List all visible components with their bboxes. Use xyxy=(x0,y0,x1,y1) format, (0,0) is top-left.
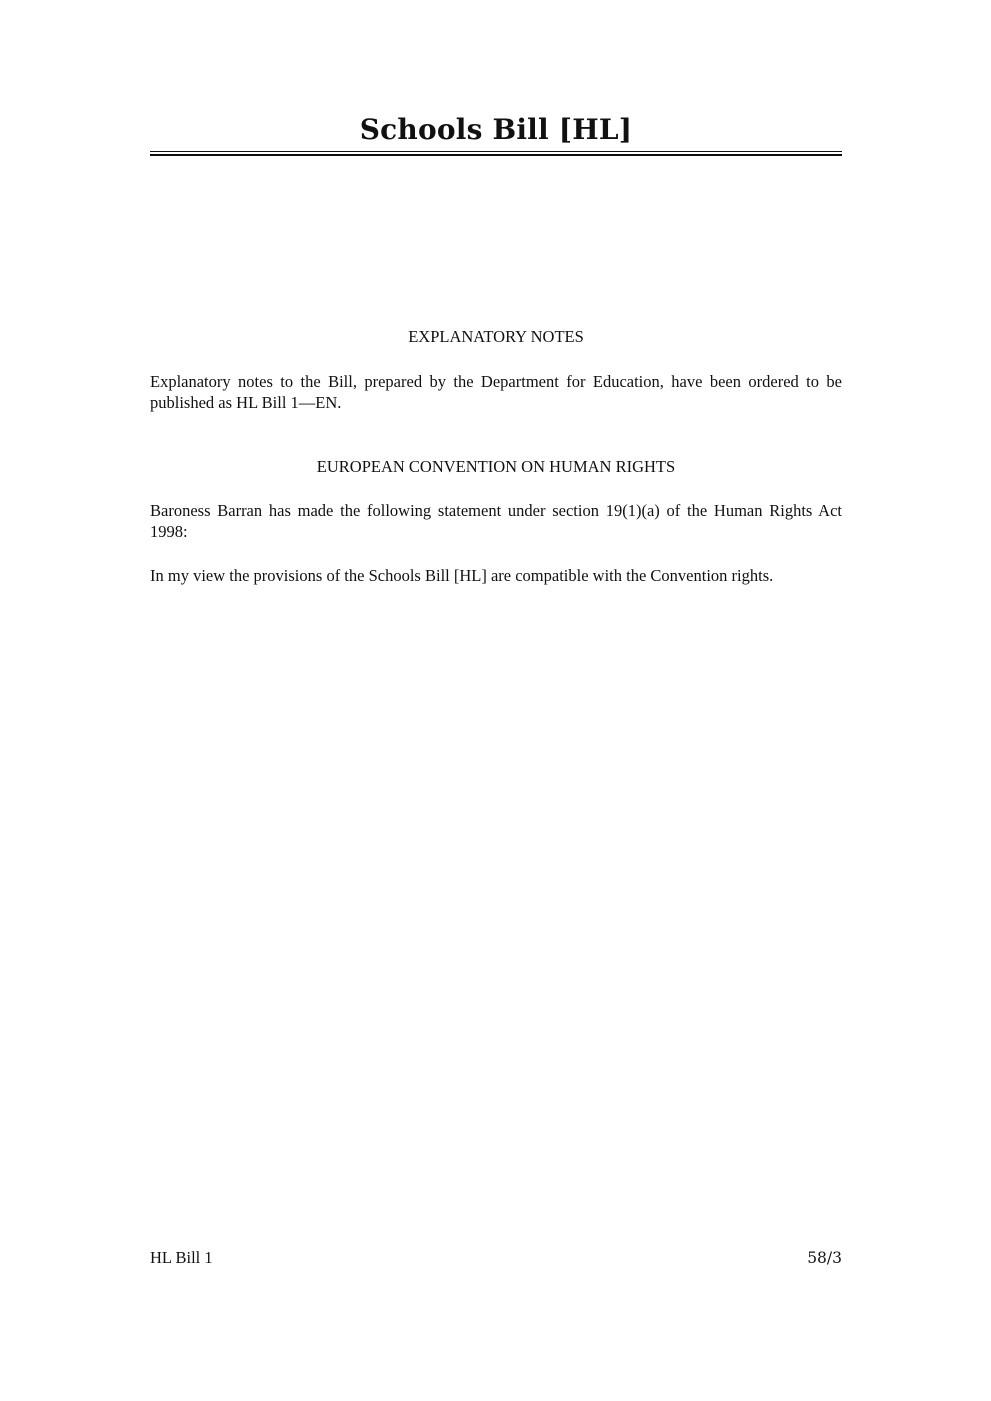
section-heading-echr: EUROPEAN CONVENTION ON HUMAN RIGHTS xyxy=(316,457,676,476)
echr-statement-paragraph: Baroness Barran has made the following statement under section 19(1)(a) of the Human Rights Act 1998: xyxy=(150,501,842,541)
footer-bill-number: HL Bill 1 xyxy=(150,1248,213,1267)
footer-print-reference: 58/3 xyxy=(807,1249,842,1267)
compatibility-paragraph: In my view the provisions of the Schools Bill [HL] are compatible with the Convention rights. xyxy=(150,566,774,585)
explanatory-notes-paragraph: Explanatory notes to the Bill, prepared by the Department for Education, have been ordered to be published as HL Bill 1—EN. xyxy=(150,372,842,412)
title-rule-thick xyxy=(150,154,842,156)
section-heading-explanatory-notes: EXPLANATORY NOTES xyxy=(408,327,584,346)
title-rule-thin xyxy=(150,151,842,152)
document-title: Schools Bill [HL] xyxy=(359,113,633,146)
